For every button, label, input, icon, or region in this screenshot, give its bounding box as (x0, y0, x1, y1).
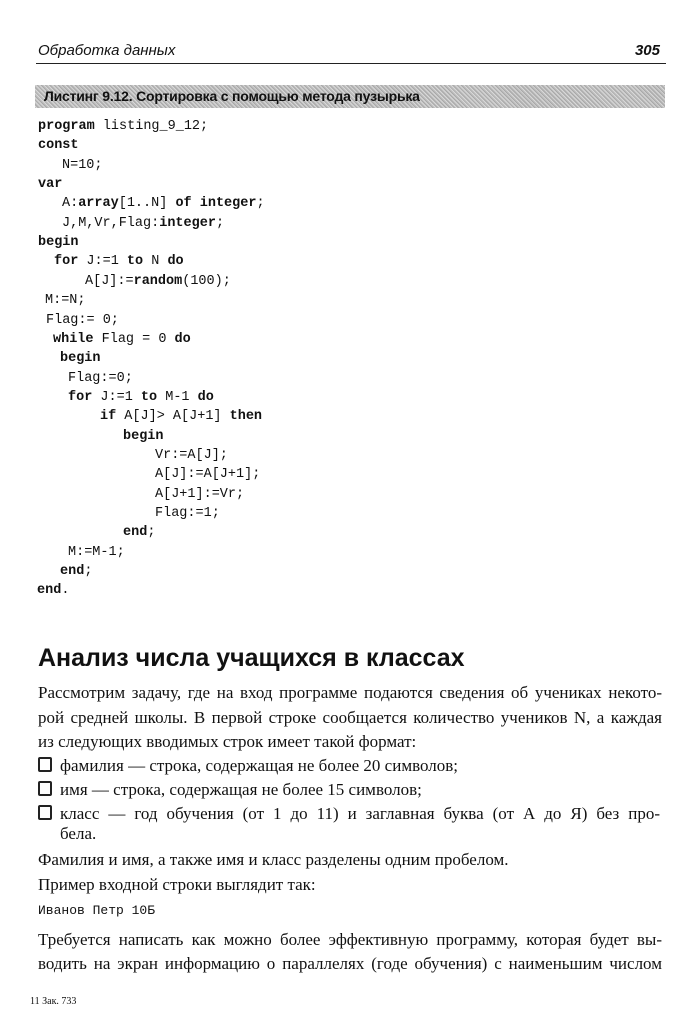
list-item (38, 780, 422, 800)
code-keyword: program (38, 119, 95, 134)
code-text: ; (256, 196, 265, 212)
code-line (53, 332, 191, 351)
code-line (155, 487, 244, 506)
checkbox-bullet-icon (38, 805, 52, 820)
paragraph-line: водить на экран информацию о параллелях (годе обучения) с наименьшим числом (38, 954, 662, 973)
running-header: Обработка данных (38, 42, 176, 59)
page-number: 305 (634, 42, 660, 59)
code-line (62, 216, 224, 235)
code-keyword: begin (60, 351, 101, 367)
header-rule (36, 63, 666, 64)
code-line (54, 254, 184, 273)
code-line (46, 313, 119, 332)
section-heading: Анализ числа учащихся в классах (38, 644, 465, 672)
code-keyword: end (123, 525, 148, 541)
code-line (60, 351, 101, 370)
code-text: Flag = 0 (93, 331, 175, 347)
paragraph-line: из следующих вводимых строк имеет такой формат: (38, 732, 417, 751)
code-keyword: for (68, 389, 93, 405)
code-keyword: do (197, 389, 214, 405)
code-text: ; (215, 215, 225, 231)
code-text: A[J]> A[J+1] (116, 409, 230, 425)
code-line (62, 158, 103, 177)
code-keyword: random (133, 273, 183, 289)
code-text: listing_9_12; (94, 119, 209, 134)
code-text: A[J]:=A[J+1]; (155, 467, 261, 483)
code-line (45, 293, 86, 312)
list-item-text: класс — год обучения (от 1 до 11) и заглавная буква (от А до Я) без про- (60, 804, 660, 823)
list-item (38, 804, 662, 824)
code-text: M-1 (157, 389, 198, 405)
code-text: Flag:=1; (155, 506, 220, 521)
code-line (85, 274, 231, 293)
code-keyword: begin (123, 428, 164, 444)
code-line (38, 119, 208, 138)
code-keyword: integer (159, 215, 216, 231)
code-keyword: to (140, 389, 158, 405)
code-text: A: (62, 196, 79, 212)
code-keyword: if (100, 409, 117, 425)
code-line (62, 196, 265, 215)
code-keyword: begin (38, 235, 79, 251)
code-line (100, 409, 262, 428)
code-line (155, 467, 260, 486)
code-line (38, 235, 79, 254)
code-text: A[J]:= (85, 273, 134, 289)
code-keyword: array (78, 196, 119, 212)
code-keyword: const (38, 138, 79, 154)
code-line (38, 138, 79, 157)
code-line (38, 177, 62, 196)
list-item-continuation: бела. (60, 824, 97, 843)
code-keyword: then (229, 409, 263, 425)
code-text: J,M,Vr,Flag: (62, 215, 160, 231)
code-text: Vr:=A[J]; (155, 447, 228, 463)
code-text: [1..N] (118, 196, 176, 212)
code-text: (100); (182, 273, 231, 289)
code-line (155, 506, 220, 525)
example-input: Иванов Петр 10Б (38, 903, 156, 918)
code-text: Flag:=0; (68, 370, 133, 386)
code-keyword: do (167, 254, 184, 270)
code-text: Flag:= 0; (46, 312, 119, 328)
code-line (123, 525, 155, 544)
code-line (68, 371, 133, 390)
paragraph-line: Рассмотрим задачу, где на вход программе подаются сведения об учениках некото- (38, 683, 662, 702)
list-item-text: имя — строка, содержащая не более 15 символов; (60, 780, 422, 799)
code-keyword: for (54, 254, 79, 270)
checkbox-bullet-icon (38, 757, 52, 772)
code-keyword: end (37, 583, 62, 599)
list-item-text: фамилия — строка, содержащая не более 20 символов; (60, 756, 459, 775)
code-keyword: var (38, 177, 63, 193)
code-keyword: do (174, 331, 191, 347)
code-text: ; (84, 564, 93, 580)
code-line (68, 545, 125, 564)
code-text: J:=1 (92, 389, 141, 405)
code-text: N=10; (62, 157, 103, 173)
code-text: A[J+1]:=Vr; (155, 486, 245, 502)
code-text: M:=M-1; (68, 544, 125, 560)
code-text: M:=N; (45, 293, 86, 309)
code-line (155, 448, 228, 467)
paragraph: Фамилия и имя, а также имя и класс разделены одним пробелом. (38, 850, 509, 869)
list-item (38, 756, 458, 776)
code-line (68, 390, 214, 409)
code-line (123, 429, 164, 448)
code-line (60, 564, 92, 583)
printer-signature: 11 Зак. 733 (30, 996, 77, 1007)
code-keyword: while (53, 331, 94, 347)
paragraph-line: Требуется написать как можно более эффективную программу, которая будет вы- (38, 930, 662, 949)
paragraph-line: рой средней школы. В первой строке сообщается количество учеников N, а каждая (38, 708, 662, 727)
code-keyword: to (126, 254, 144, 270)
code-text: J:=1 (78, 254, 127, 270)
code-keyword: of integer (175, 196, 257, 212)
code-text: ; (147, 525, 156, 541)
code-text: . (61, 583, 70, 599)
paragraph: Пример входной строки выглядит так: (38, 875, 316, 894)
code-text: N (143, 254, 168, 270)
checkbox-bullet-icon (38, 781, 52, 796)
code-keyword: end (60, 564, 85, 580)
code-line (37, 583, 69, 602)
listing-title: Листинг 9.12. Сортировка с помощью метода пузырька (44, 88, 420, 104)
